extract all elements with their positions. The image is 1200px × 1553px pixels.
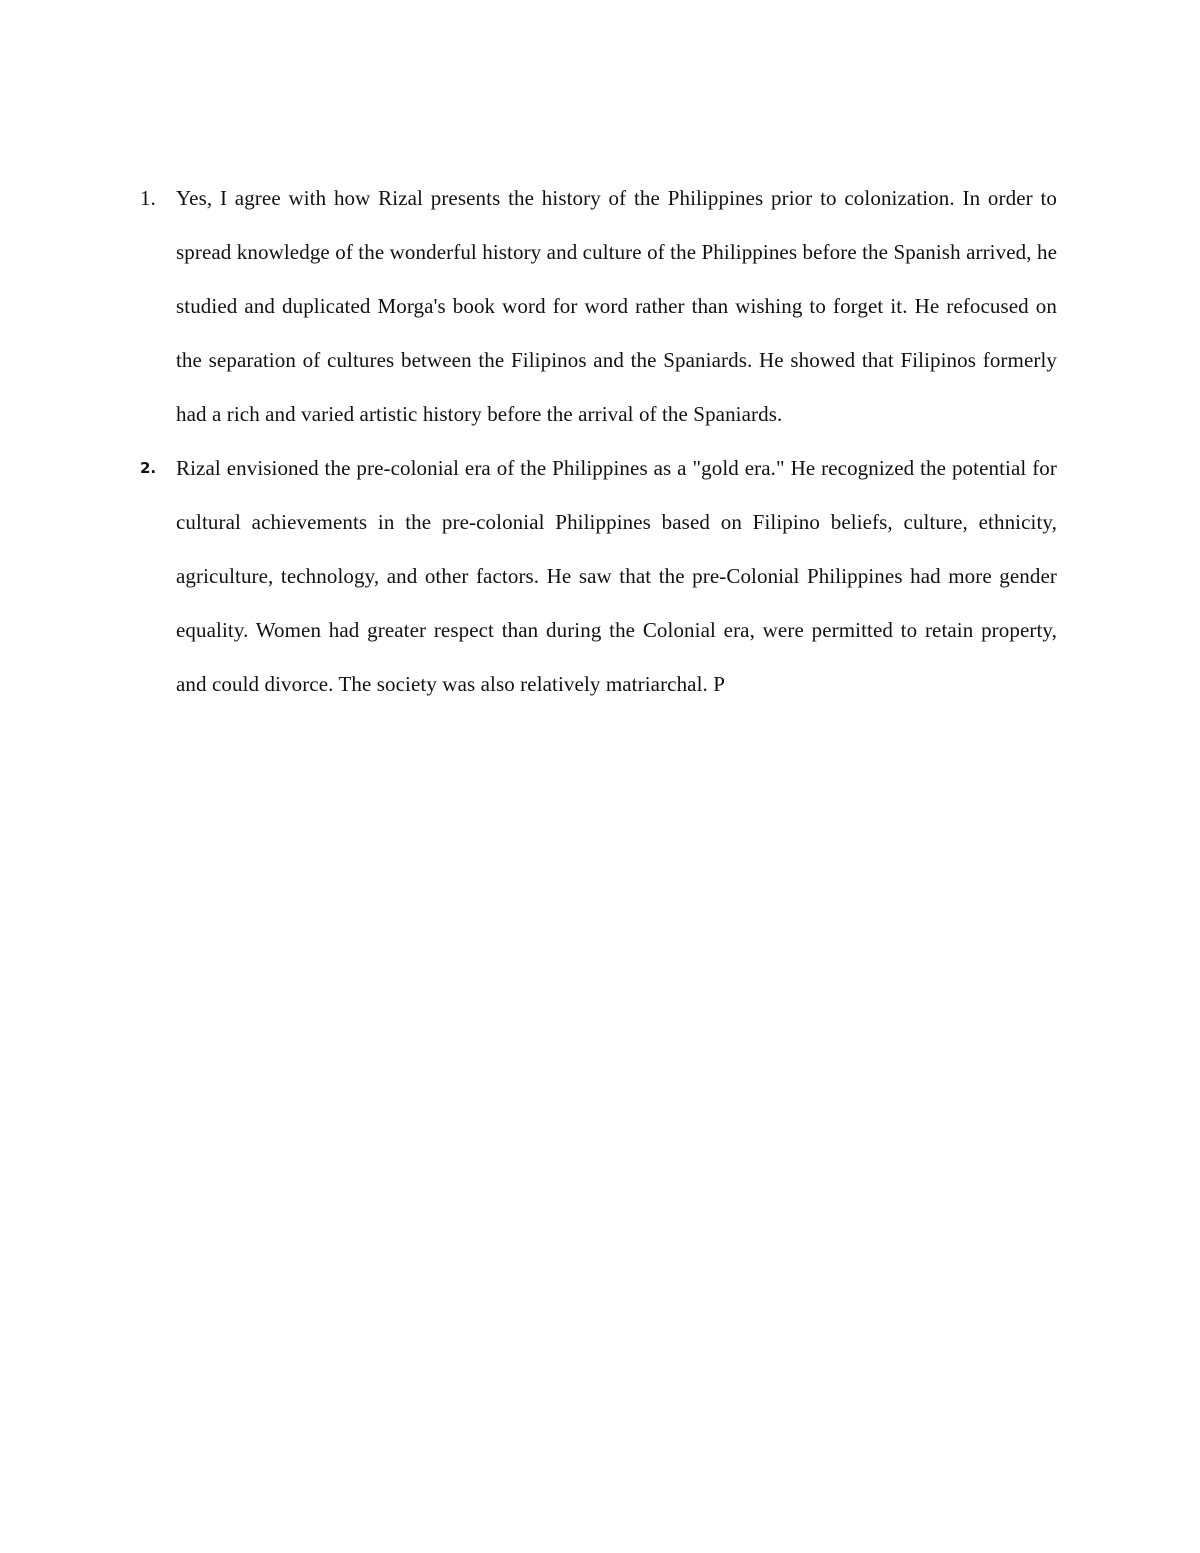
answer-text: Rizal envisioned the pre-colonial era of the Philippines as a "gold era." He recognized the potential for cultural achievements in the pre-colonial Philippines based on Filipino beliefs, culture, ethnicity, agriculture, technology, and other factors. He saw that the pre-Colonial Philippines had more gender equality. Women had greater respect than during the Colonial era, were permitted to retain property, and could divorce. The society was also relatively matriarchal. P [176,456,1057,696]
answer-item-1 [140,171,1057,441]
answer-number: 2. [140,459,157,477]
answer-text: Yes, I agree with how Rizal presents the history of the Philippines prior to colonization. In order to spread knowledge of the wonderful history and culture of the Philippines before the Spanish arrived, he studied and duplicated Morga's book word for word rather than wishing to forget it. He refocused on the separation of cultures between the Filipinos and the Spaniards. He showed that Filipinos formerly had a rich and varied artistic history before the arrival of the Spaniards. [176,186,1057,426]
answer-number: 1. [140,186,156,210]
answer-item-2 [140,441,1057,711]
answer-list [140,171,1057,711]
